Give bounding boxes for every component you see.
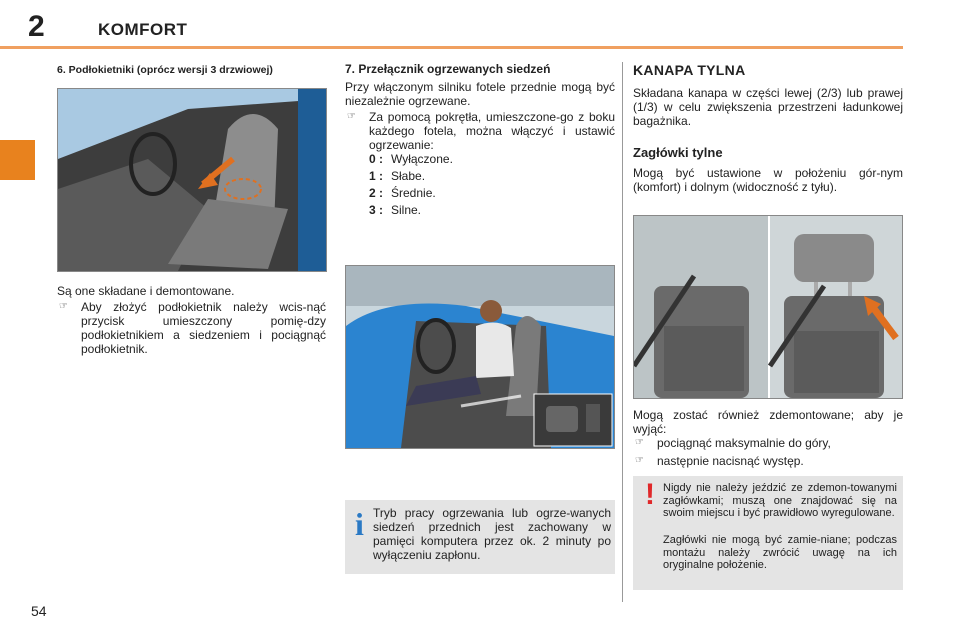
pointing-hand-icon: ☞	[59, 301, 68, 312]
removal-step-1-text: pociągnąć maksymalnie do góry,	[657, 436, 831, 450]
rear-headrest-illustration	[634, 216, 902, 398]
armrest-bullet	[59, 300, 326, 356]
heating-levels-list	[369, 152, 609, 217]
armrest-text: Są one składane i demontowane.	[57, 284, 235, 298]
column-divider	[622, 62, 623, 602]
seat-heating-heading: 7. Przełącznik ogrzewanych siedzeń	[345, 62, 551, 76]
headrests-text: Mogą być ustawione w położeniu gór-nym (komfort) i dolnym (widoczność z tyłu).	[633, 166, 903, 194]
seat-heating-text: Przy włączonym silniku fotele przednie mogą być niezależnie ogrzewane.	[345, 80, 615, 108]
removal-step-2	[635, 454, 903, 468]
heating-level-3: 3 : Silne.	[369, 203, 422, 217]
seat-heating-photo	[345, 265, 615, 449]
pointing-hand-icon: ☞	[347, 111, 356, 122]
rear-bench-heading: KANAPA TYLNA	[633, 62, 746, 78]
armrest-bullet-text: Aby złożyć podłokietnik należy wcis-nąć przycisk umieszczony pomię-dzy podłokietnikiem a siedzeniem i pociągnąć podłokietnik.	[81, 300, 326, 356]
header-rule	[0, 46, 903, 49]
seat-heating-info-box	[345, 500, 615, 574]
heating-level-0: 0 : Wyłączone.	[369, 152, 453, 166]
headrest-warning-box	[633, 476, 903, 590]
chapter-number: 2	[28, 10, 45, 43]
heating-level-1: 1 : Słabe.	[369, 169, 426, 183]
page-number: 54	[31, 603, 47, 619]
warning-paragraph-1: Nigdy nie należy jeździć ze zdemon-towanymi zagłówkami; muszą one znajdować się na swoim miejscu i być prawidłowo wyregulowane.	[663, 482, 897, 519]
removal-step-2-text: następnie nacisnąć występ.	[657, 454, 804, 468]
chapter-title: KOMFORT	[98, 20, 188, 39]
pointing-hand-icon: ☞	[635, 455, 644, 466]
seat-heating-bullet	[347, 110, 615, 152]
armrest-photo	[57, 88, 327, 272]
chapter-side-tab	[0, 140, 35, 180]
armrest-heading: 6. Podłokietniki (oprócz wersji 3 drzwiowej)	[57, 64, 273, 76]
warning-paragraph-2: Zagłówki nie mogą być zamie-niane; podczas montażu należy zwrócić uwagę na ich oryginalne położenie.	[663, 534, 897, 571]
rear-bench-text: Składana kanapa w części lewej (2/3) lub prawej (1/3) w celu zwiększenia przestrzeni ładunkowej bagażnika.	[633, 86, 903, 128]
info-icon: i	[355, 506, 364, 542]
removal-step-1	[635, 436, 903, 450]
warning-exclamation-icon: !	[645, 478, 655, 511]
heating-level-2: 2 : Średnie.	[369, 186, 436, 200]
headrests-photo	[633, 215, 903, 399]
car-interior-illustration	[58, 89, 326, 271]
seat-heating-info-text: Tryb pracy ogrzewania lub ogrze-wanych siedzeń przednich jest zachowany w pamięci komputera przez ok. 2 minuty po wyłączeniu zapłonu.	[373, 506, 611, 562]
removal-text: Mogą zostać również zdemontowane; aby je wyjąć:	[633, 408, 903, 436]
seat-heating-bullet-text: Za pomocą pokrętła, umieszczone-go z boku każdego fotela, można włączyć i ustawić ogrzewanie:	[369, 110, 615, 152]
driver-seat-illustration	[346, 266, 614, 448]
pointing-hand-icon: ☞	[635, 437, 644, 448]
headrests-heading: Zagłówki tylne	[633, 145, 723, 160]
